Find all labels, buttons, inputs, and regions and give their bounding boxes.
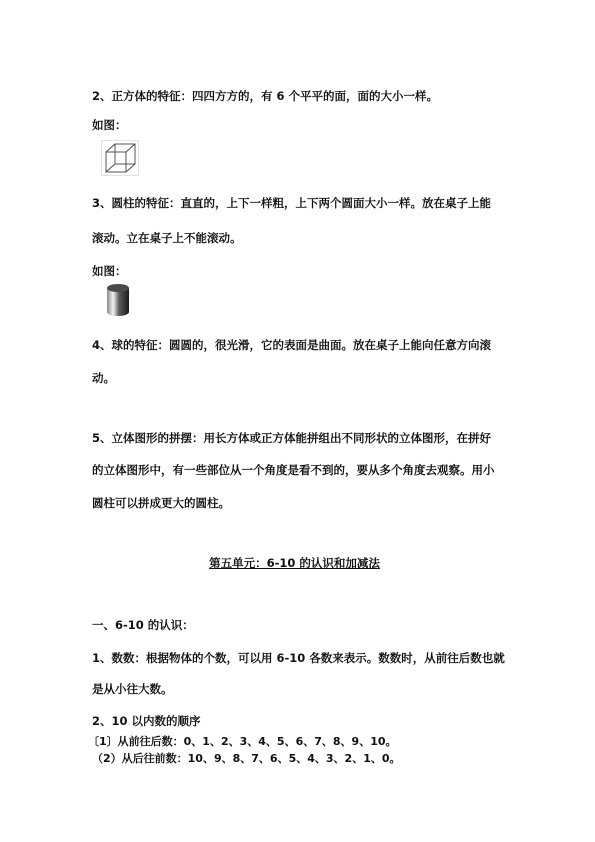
cube-figure-caption: 如图： bbox=[92, 118, 127, 132]
cube-figure bbox=[101, 140, 139, 176]
order-forward: 〔1〕从前往后数：0、1、2、3、4、5、6、7、8、9、10。 bbox=[88, 735, 397, 748]
sphere-feature-line-1: 4、球的特征：圆圆的，很光滑，它的表面是曲面。放在桌子上能向任意方向滚 bbox=[92, 338, 491, 352]
cylinder-figure-caption: 如图： bbox=[92, 264, 127, 278]
cylinder-feature-line-2: 滚动。立在桌子上不能滚动。 bbox=[92, 231, 242, 245]
number-order-heading: 2、10 以内数的顺序 bbox=[92, 714, 201, 728]
order-backward: （2）从后往前数：10、9、8、7、6、5、4、3、2、1、0。 bbox=[92, 752, 401, 765]
unit5-title-text: 第五单元：6-10 的认识和加减法 bbox=[209, 556, 380, 570]
unit5-title bbox=[0, 555, 595, 571]
counting-line-2: 是从小往大数。 bbox=[92, 682, 173, 696]
cylinder-feature-line-1: 3、圆柱的特征：直直的，上下一样粗，上下两个圆面大小一样。放在桌子上能 bbox=[92, 196, 491, 210]
assembly-line-1: 5、立体图形的拼摆：用长方体或正方体能拼组出不同形状的立体图形，在拼好 bbox=[92, 431, 491, 445]
unit5-subheading: 一、6-10 的认识： bbox=[92, 618, 194, 632]
assembly-line-3: 圆柱可以拼成更大的圆柱。 bbox=[92, 496, 230, 510]
cylinder-figure bbox=[104, 283, 132, 317]
cube-feature-text: 2、正方体的特征：四四方方的，有 6 个平平的面，面的大小一样。 bbox=[92, 89, 439, 103]
counting-line-1: 1、数数：根据物体的个数，可以用 6-10 各数来表示。数数时，从前往后数也就 bbox=[92, 651, 505, 665]
assembly-line-2: 的立体图形中，有一些部位从一个角度是看不到的，要从多个角度去观察。用小 bbox=[92, 463, 495, 477]
sphere-feature-line-2: 动。 bbox=[92, 371, 115, 385]
